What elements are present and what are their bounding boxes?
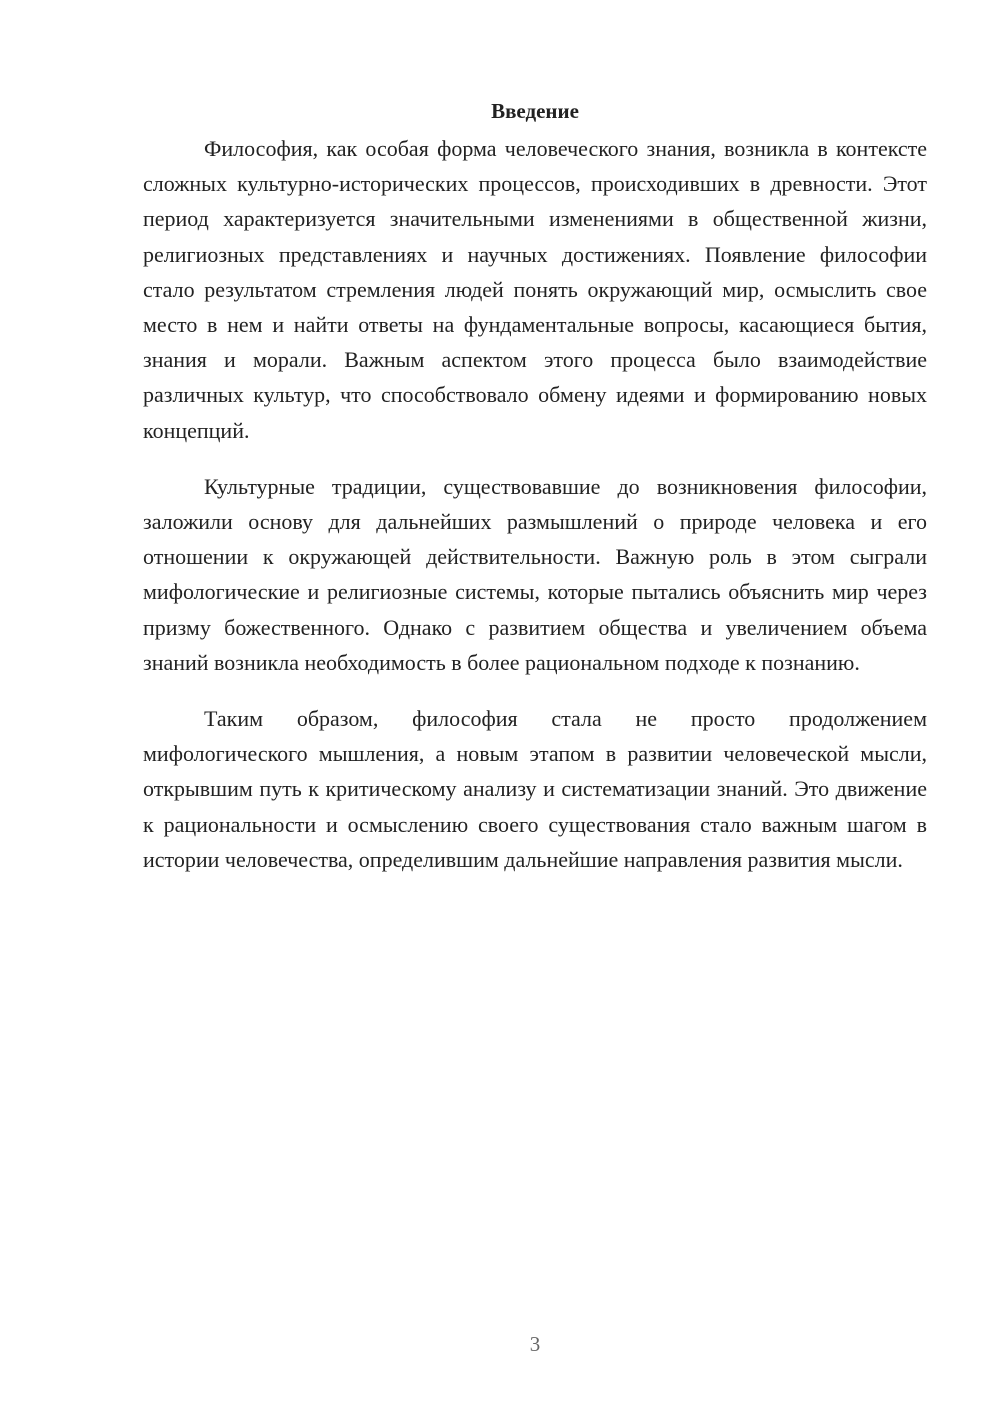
section-title: Введение — [491, 99, 579, 123]
paragraph-2: Культурные традиции, существовавшие до возникновения философии, заложили основу для дальнейших размышлений о природе человека и его отношении к окружающей действительности. Важную роль в этом сыграли мифологические и религиозные системы, которые пытались объяснить мир через призму божественного. Однако с развитием общества и увеличением объема знаний возникла необходимость в более рациональном подходе к познанию. — [143, 473, 927, 675]
paragraph-1: Философия, как особая форма человеческого знания, возникла в контексте сложных культурно-исторических процессов, происходивших в древности. Этот период характеризуется значительными изменениями в общественной жизни, религиозных представлениях и научных достижениях. Появление философии стало результатом стремления людей понять окружающий мир, осмыслить свое место в нем и найти ответы на фундаментальные вопросы, касающиеся бытия, знания и морали. Важным аспектом этого процесса было взаимодействие различных культур, что способствовало обмену идеями и формированию новых концепций. — [143, 136, 927, 443]
page-number: 3 — [529, 1332, 541, 1356]
page-content — [143, 96, 927, 898]
paragraph-3: Таким образом, философия стала не просто продолжением мифологического мышления, а новым этапом в развитии человеческой мысли, открывшим путь к критическому анализу и систематизации знаний. Это движение к рациональности и осмыслению своего существования стало важным шагом в истории человечества, определившим дальнейшие направления развития мысли. — [143, 706, 927, 872]
